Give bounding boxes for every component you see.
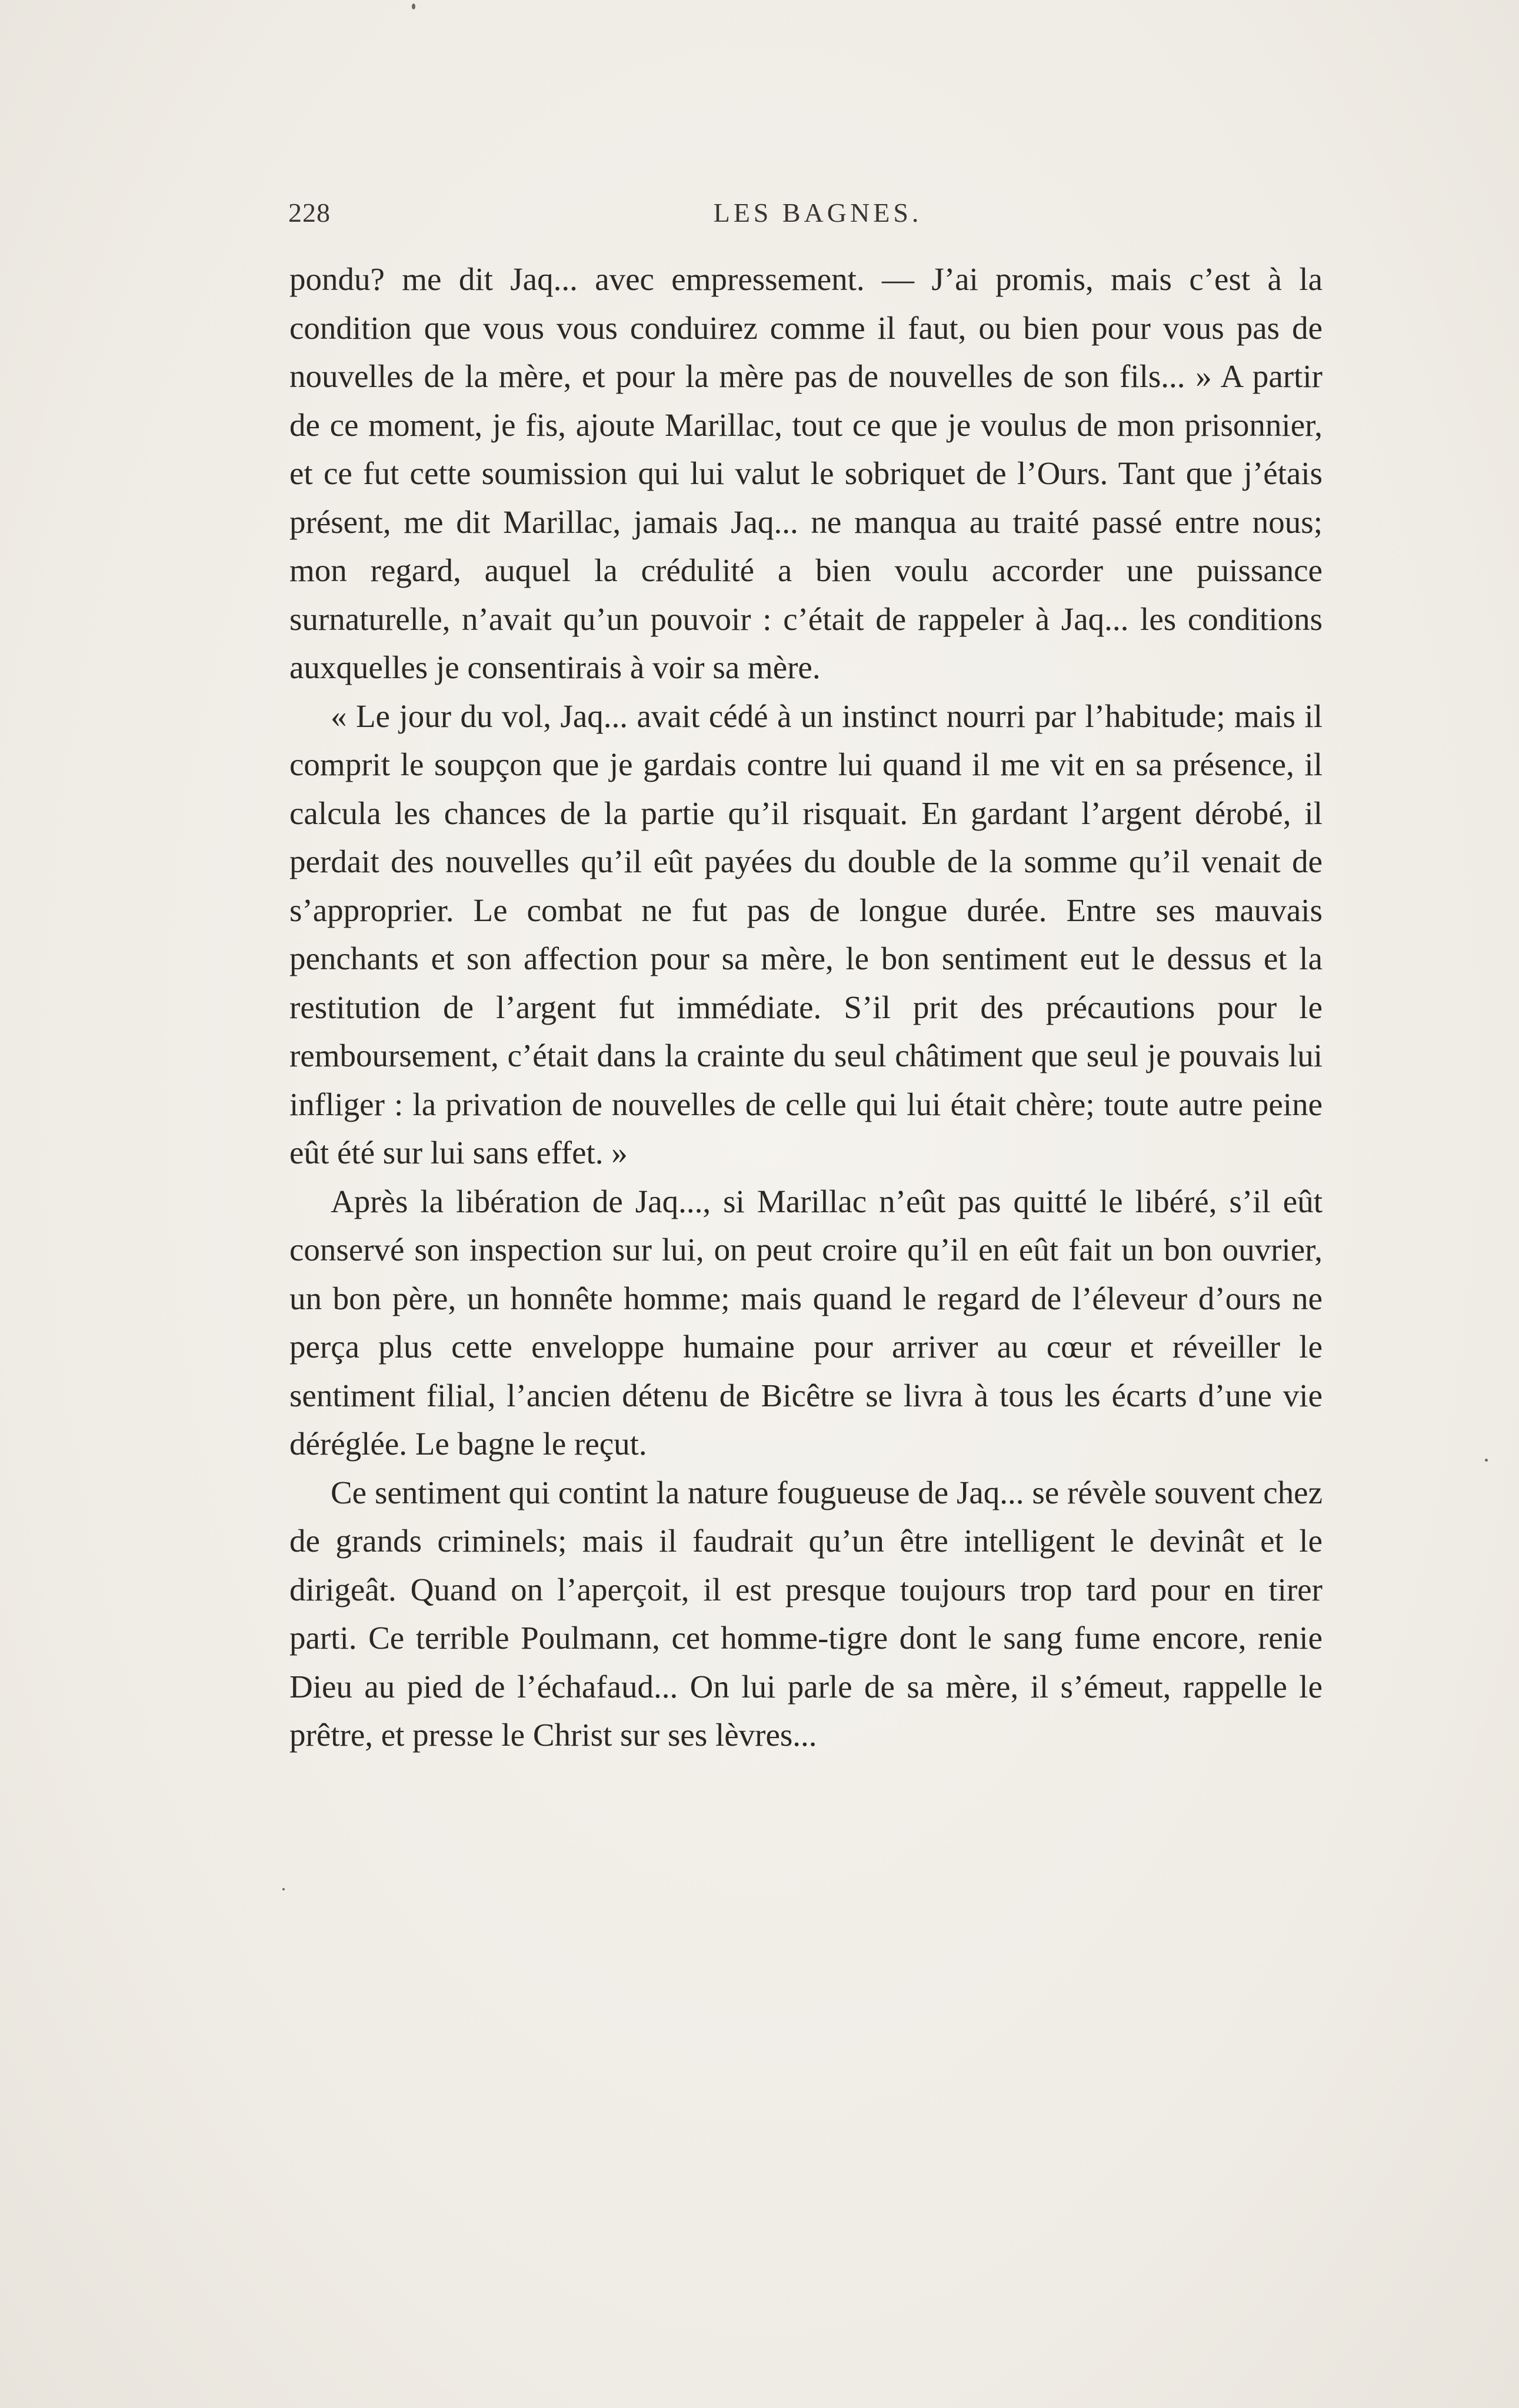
paragraph-1: pondu? me dit Jaq... avec empressement. — J’ai promis, mais c’est à la condition que vous vous conduirez comme il faut, ou bien pour vous pas de nouvelles de la mère, et pour la mère pas de nouvelles de son fils... » A partir de ce moment, je fis, ajoute Marillac, tout ce que je voulus de mon prisonnier, et ce fut cette soumission qui lui valut le sobriquet de l’Ours. Tant que j’étais présent, me dit Marillac, jamais Jaq... ne manqua au traité passé entre nous; mon regard, auquel la crédulité a bien voulu accorder une puissance surnaturelle, n’avait qu’un pouvoir : c’était de rappeler à Jaq... les conditions auxquelles je consentirais à voir sa mère. (289, 261, 1323, 685)
paper-speck (282, 1888, 285, 1890)
paper-speck (1485, 1459, 1488, 1462)
paragraph-2: « Le jour du vol, Jaq... avait cédé à un instinct nourri par l’habitude; mais il comprit le soupçon que je gardais contre lui quand il me vit en sa présence, il calcula les chances de la partie qu’il risquait. En gardant l’argent dérobé, il perdait des nouvelles qu’il eût payées du double de la somme qu’il venait de s’approprier. Le combat ne fut pas de longue durée. Entre ses mauvais penchants et son affection pour sa mère, le bon sentiment eut le dessus et la restitution de l’argent fut immédiate. S’il prit des précautions pour le remboursement, c’était dans la crainte du seul châtiment que seul je pouvais lui infliger : la privation de nouvelles de celle qui lui était chère; toute autre peine eût été sur lui sans effet. » (289, 698, 1323, 1170)
body-text (289, 255, 1323, 1760)
paper-speck (412, 4, 415, 9)
paragraph-3: Après la libération de Jaq..., si Marillac n’eût pas quitté le libéré, s’il eût conservé son inspection sur lui, on peut croire qu’il en eût fait un bon ouvrier, un bon père, un honnête homme; mais quand le regard de l’éleveur d’ours ne perça plus cette enveloppe humaine pour arriver au cœur et réveiller le sentiment filial, l’ancien détenu de Bicêtre se livra à tous les écarts d’une vie déréglée. Le bagne le reçut. (289, 1183, 1323, 1462)
page-number: 228 (288, 198, 331, 228)
page-header (288, 197, 1324, 250)
paragraph-4: Ce sentiment qui contint la nature fougueuse de Jaq... se révèle souvent chez de grands criminels; mais il faudrait qu’un être intelligent le devinât et le dirigeât. Quand on l’aperçoit, il est presque toujours trop tard pour en tirer parti. Ce terrible Poulmann, cet homme-tigre dont le sang fume encore, renie Dieu au pied de l’échafaud... On lui parle de sa mère, il s’émeut, rappelle le prêtre, et presse le Christ sur ses lèvres... (289, 1474, 1323, 1753)
running-title: LES BAGNES. (713, 198, 922, 228)
